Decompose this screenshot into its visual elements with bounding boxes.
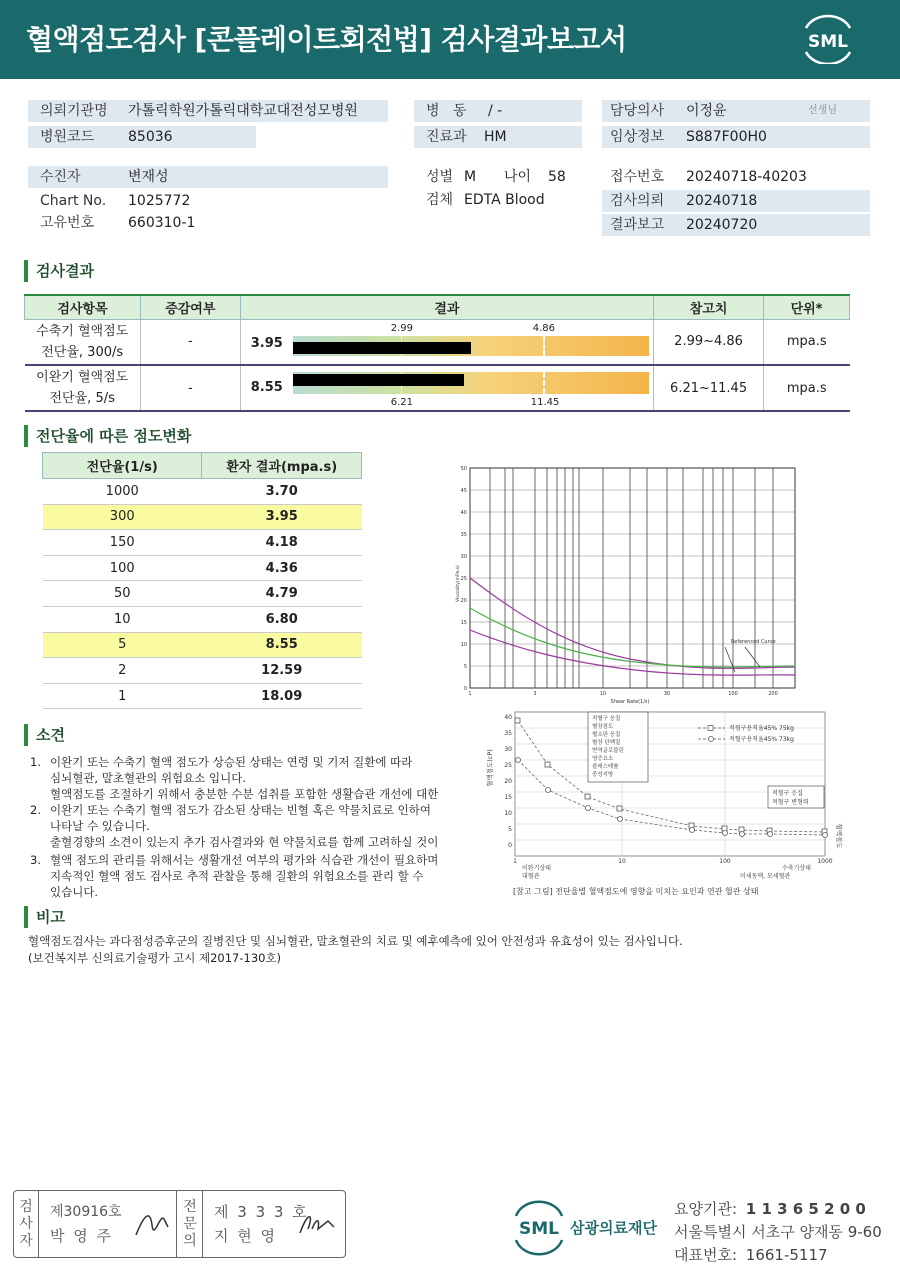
shear-rate: 300	[43, 504, 202, 530]
opinion-number: 1.	[30, 755, 41, 769]
specimen-value: EDTA Blood	[464, 192, 545, 208]
y-axis-label: Viscosity(mPa.s)	[456, 565, 461, 602]
section-note-title: 비고	[24, 906, 65, 928]
chart-row	[28, 190, 388, 212]
y-tick: 5	[508, 826, 512, 833]
opinion-line: 출혈경향의 소견이 있는지 추가 검사결과와 현 약물치료를 함께 고려하실 것이	[50, 835, 439, 849]
shear-rate: 100	[43, 555, 202, 581]
shear-value: 3.95	[202, 504, 362, 530]
x-tick: 200	[768, 691, 778, 697]
x-left-label: 이완기상태	[522, 865, 551, 872]
shear-rate: 10	[43, 606, 202, 632]
shear-rate: 50	[43, 581, 202, 607]
uid-value: 660310-1	[128, 215, 196, 231]
y-tick: 35	[504, 730, 512, 737]
institution-label: 의뢰기관명	[40, 103, 108, 119]
shear-header-rate: 전단율(1/s)	[43, 453, 202, 479]
table-row	[43, 479, 362, 505]
report-label: 결과보고	[610, 217, 665, 233]
shear-rate: 2	[43, 658, 202, 684]
sex-value: M	[464, 169, 477, 185]
institution-row	[28, 100, 388, 122]
results-header-unit: 단위*	[764, 295, 850, 319]
report-row	[602, 214, 870, 236]
sml-org-logo-icon	[510, 1200, 568, 1256]
table-row	[43, 581, 362, 607]
result-value: 8.55	[250, 380, 283, 395]
x-axis-label: Shear Rate(1/s)	[610, 699, 650, 705]
report-value: 20240720	[686, 217, 758, 233]
table-row	[43, 632, 362, 658]
patient-label: 수진자	[40, 169, 81, 185]
note-line: 혈액점도검사는 과다점성증후군의 질병진단 및 심뇌혈관, 말초혈관의 치료 및 예후예측에 있어 안전성과 유효성이 있는 검사입니다.	[28, 934, 683, 948]
range-high-label: 11.45	[530, 397, 560, 408]
table-row	[25, 319, 850, 365]
opinion-number: 2.	[30, 803, 41, 817]
chart-label: Chart No.	[40, 193, 107, 209]
x-tick: 10	[618, 858, 626, 865]
legend-factor: 적혈구 응집	[592, 716, 621, 722]
request-label: 검사의뢰	[610, 193, 665, 209]
x-tick: 10	[599, 691, 607, 697]
receipt-row	[602, 166, 870, 188]
opinion-line: 지속적인 혈액 점도 검사로 추적 관찰을 통해 질환의 위험요소를 관리 할 수	[50, 869, 424, 883]
patient-value: 변재성	[128, 169, 169, 185]
receipt-value: 20240718-40203	[686, 169, 807, 185]
doctor-label: 담당의사	[610, 103, 665, 119]
specimen-label: 검체	[426, 192, 454, 208]
sml-logo-icon	[798, 14, 858, 64]
y-tick: 10	[504, 810, 512, 817]
opinion-line: 이완기 또는 수축기 혈액 점도가 감소된 상태는 빈혈 혹은 약물치료로 인하여	[50, 803, 431, 817]
section-results-title: 검사결과	[24, 260, 94, 282]
factor-diagram-chart	[480, 708, 855, 903]
results-table	[24, 294, 850, 412]
ward-value: / -	[488, 103, 503, 119]
y-tick: 40	[504, 714, 512, 721]
x-left-label: 대혈관	[522, 873, 540, 880]
hospital-code-value: 85036	[128, 129, 173, 145]
sex-label: 성별	[426, 169, 454, 185]
result-value: 3.95	[250, 335, 283, 351]
y-tick: 0	[508, 842, 512, 849]
opinion-line: 있습니다.	[50, 885, 99, 899]
result-unit: mpa.s	[764, 319, 850, 365]
results-header-ref: 참고치	[654, 295, 764, 319]
y-axis-label-right: 혈액점도	[835, 823, 843, 849]
y-tick: 15	[504, 794, 512, 801]
table-row	[43, 530, 362, 556]
y-tick: 30	[504, 746, 512, 753]
y-tick: 25	[504, 762, 512, 769]
patient-row	[28, 166, 388, 188]
shear-value: 18.09	[202, 683, 362, 709]
y-tick: 45	[460, 488, 467, 494]
doctor-row	[602, 100, 870, 122]
result-flag: -	[140, 365, 240, 411]
opinion-line: 혈액점도를 조절하기 위해서 충분한 수분 섭취를 포함한 생활습관 개선에 대한	[50, 787, 439, 801]
right-box-line: 적혈구 변형력	[772, 799, 809, 806]
report-title: 혈액점도검사 [콘플레이트회전법] 검사결과보고서	[26, 23, 627, 56]
opinion-number: 3.	[30, 853, 41, 867]
y-tick: 35	[460, 532, 467, 538]
legend-factor: 콜레스테롤	[592, 764, 619, 770]
doctor-value: 이정윤	[686, 103, 727, 119]
signer2-name: 지 현 영	[214, 1227, 278, 1245]
signature-icon	[132, 1205, 172, 1241]
shear-value: 6.80	[202, 606, 362, 632]
table-row	[43, 606, 362, 632]
y-tick: 15	[460, 620, 467, 626]
right-box-line: 적혈구 응집	[772, 790, 803, 797]
clinical-row	[602, 126, 870, 148]
phone-row	[674, 1244, 828, 1265]
table-row	[25, 365, 850, 411]
opinion-line: 혈액 점도의 관리를 위해서는 생활개선 여부의 평가와 식습관 개선이 필요하며	[50, 853, 439, 867]
address: 서울특별시 서초구 양재동 9-60	[674, 1223, 882, 1241]
range-low-label: 2.99	[390, 322, 413, 334]
shear-rate: 1000	[43, 479, 202, 505]
x-tick: 100	[728, 691, 738, 697]
table-row	[43, 658, 362, 684]
x-right-label: 미세동맥, 모세혈관	[740, 873, 791, 880]
range-high-label: 4.86	[532, 322, 555, 334]
x-right-label: 수축기상태	[782, 865, 811, 872]
note-line: (보건복지부 신의료기술평가 고시 제2017-130호)	[28, 951, 282, 965]
uid-label: 고유번호	[40, 215, 95, 231]
y-tick: 20	[504, 778, 512, 785]
institution-value: 가톨릭학원가톨릭대학교대전성모병원	[128, 103, 358, 119]
result-ref: 6.21~11.45	[654, 365, 764, 411]
request-row	[602, 190, 870, 212]
signer2-license: 제 3 3 3 호	[214, 1203, 309, 1221]
y-tick: 25	[460, 576, 467, 582]
legend-factor: 염증요소	[592, 756, 614, 762]
shear-value: 8.55	[202, 632, 362, 658]
x-tick: 100	[719, 858, 731, 865]
signer-role-2: 전 문 의	[183, 1199, 197, 1249]
results-header-result: 결과	[240, 295, 653, 319]
result-unit: mpa.s	[764, 365, 850, 411]
range-low-label: 6.21	[390, 397, 413, 408]
table-row	[43, 683, 362, 709]
institution-code-label: 요양기관:	[674, 1200, 738, 1218]
clinical-label: 임상정보	[610, 129, 665, 145]
opinion-line: 심뇌혈관, 말초혈관의 위험요소 입니다.	[50, 771, 247, 785]
signature-box	[13, 1190, 346, 1258]
result-name-line1: 이완기 혈액점도	[36, 370, 129, 385]
y-tick: 40	[460, 510, 467, 516]
shear-rate: 150	[43, 530, 202, 556]
section-opinion-title: 소견	[24, 724, 65, 746]
y-tick: 10	[460, 642, 467, 648]
y-tick: 50	[460, 466, 467, 472]
phone-label: 대표번호:	[674, 1246, 738, 1264]
x-tick: 3	[533, 691, 537, 697]
shear-header-value: 환자 결과(mpa.s)	[202, 453, 362, 479]
age-value: 58	[548, 169, 566, 185]
request-value: 20240718	[686, 193, 758, 209]
legend-factor: 혈장점도	[592, 724, 614, 730]
opinion-item	[30, 852, 460, 900]
specimen-row	[414, 189, 584, 211]
sex-age-row	[414, 166, 584, 188]
legend-series: 적혈구용적율45% 75kg	[729, 725, 794, 732]
x-tick: 1000	[817, 858, 833, 865]
x-tick: 30	[663, 691, 671, 697]
chart-caption: [참고 그림] 전단율별 혈액점도에 영향을 미치는 요인과 연관 혈관 상태	[513, 887, 759, 896]
results-header-flag: 증감여부	[140, 295, 240, 319]
shear-rate: 5	[43, 632, 202, 658]
shear-value: 12.59	[202, 658, 362, 684]
phone-value: 1661-5117	[745, 1246, 828, 1264]
legend-factor: 중성지방	[592, 772, 614, 778]
result-ref: 2.99~4.86	[654, 319, 764, 365]
sml-logo-text: SML	[808, 32, 848, 52]
receipt-label: 접수번호	[610, 169, 665, 185]
hospital-code-label: 병원코드	[40, 129, 95, 145]
ward-label: 병 동	[426, 103, 467, 119]
uid-row	[28, 212, 388, 234]
institution-code-row	[674, 1198, 866, 1219]
x-tick: 1	[468, 691, 472, 697]
opinion-item	[30, 802, 460, 850]
y-tick: 0	[463, 686, 467, 692]
y-axis-label: 혈액점도(cP)	[486, 749, 494, 787]
shear-value: 4.79	[202, 581, 362, 607]
signer1-license: 제30916호	[50, 1204, 122, 1220]
dept-row	[414, 126, 582, 148]
shear-rate: 1	[43, 683, 202, 709]
result-fill-bar	[293, 342, 471, 354]
shear-value: 3.70	[202, 479, 362, 505]
result-flag: -	[140, 319, 240, 365]
y-tick: 5	[463, 664, 467, 670]
reference-curve-chart	[455, 462, 800, 707]
dept-value: HM	[484, 129, 507, 145]
chart-annotation: Referenced Curve	[731, 639, 776, 645]
opinion-line: 이완기 또는 수축기 혈액 점도가 상승된 상태는 연령 및 기저 질환에 따라	[50, 755, 413, 769]
result-name-line1: 수축기 혈액점도	[36, 323, 129, 339]
table-row	[43, 504, 362, 530]
age-label: 나이	[504, 169, 532, 185]
signature-icon	[294, 1205, 340, 1241]
range-bar	[293, 336, 649, 356]
shear-value: 4.18	[202, 530, 362, 556]
shear-table	[42, 452, 362, 709]
x-tick: 1	[513, 858, 517, 865]
result-name-line2: 전단율, 5/s	[49, 391, 115, 406]
ward-row	[414, 100, 582, 122]
legend-factor: 면역글로불린	[592, 748, 624, 754]
dept-label: 진료과	[426, 129, 467, 145]
clinical-value: S887F00H0	[686, 129, 767, 145]
opinion-item	[30, 754, 460, 802]
y-tick: 30	[460, 554, 467, 560]
signer1-name: 박 영 주	[50, 1227, 114, 1245]
org-logo-text: SML	[519, 1219, 559, 1239]
result-fill-bar	[293, 374, 464, 386]
range-bar	[293, 372, 649, 394]
results-header-item: 검사항목	[25, 295, 141, 319]
y-tick: 20	[460, 598, 467, 604]
chart-value: 1025772	[128, 193, 191, 209]
institution-code: 1 1 3 6 5 2 0 0	[745, 1200, 866, 1218]
hospital-code-row	[28, 126, 256, 148]
legend-factor: 혈장 단백질	[592, 740, 621, 746]
legend-series: 적혈구용적율45% 73kg	[729, 736, 794, 743]
result-name-line2: 전단율, 300/s	[41, 344, 124, 360]
signer-role-1: 검 사 자	[19, 1199, 33, 1249]
opinion-line: 나타날 수 있습니다.	[50, 819, 150, 833]
org-name: 삼광의료재단	[570, 1219, 657, 1237]
shear-value: 4.36	[202, 555, 362, 581]
table-row	[43, 555, 362, 581]
doctor-suffix: 선생님	[808, 105, 837, 116]
legend-factor: 혈소판 응집	[592, 732, 621, 738]
section-shear-title: 전단율에 따른 점도변화	[24, 425, 191, 447]
